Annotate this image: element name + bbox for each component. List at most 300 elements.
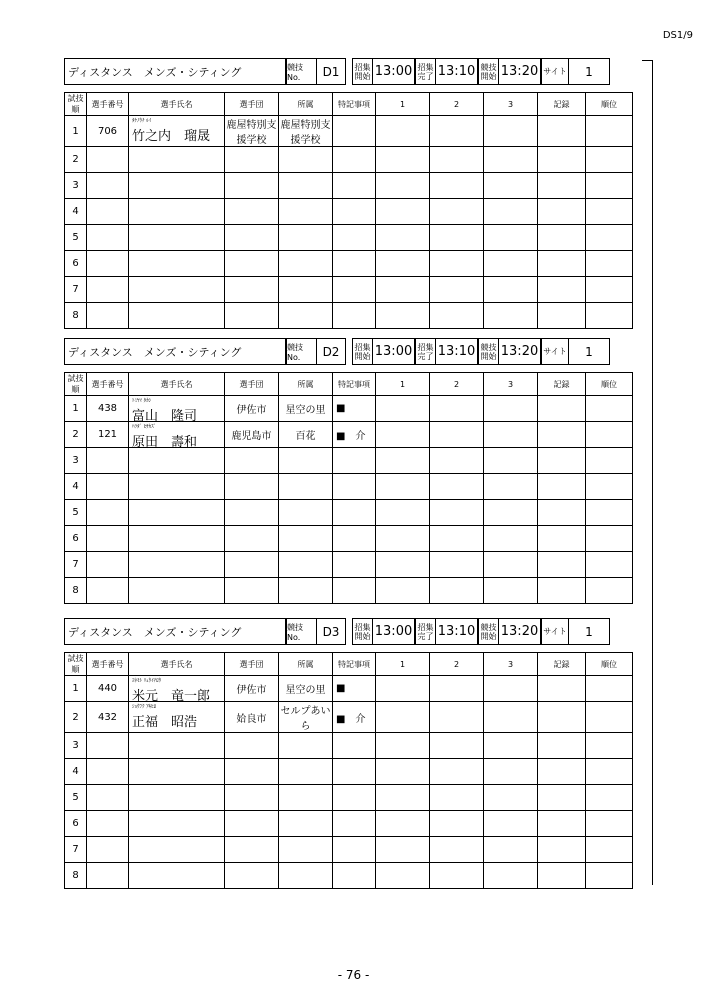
record-cell (538, 552, 586, 578)
attempt-2-cell (430, 173, 484, 199)
rank-cell (586, 811, 633, 837)
name-cell (129, 474, 225, 500)
order-cell: 2 (65, 147, 87, 173)
team-cell (225, 552, 279, 578)
team-cell (225, 147, 279, 173)
table-row (65, 251, 633, 277)
call-end-time: 13:10 (435, 618, 478, 645)
record-cell (538, 785, 586, 811)
notes-cell (333, 552, 376, 578)
affiliation-cell (279, 837, 333, 863)
notes-cell (333, 199, 376, 225)
affiliation-cell (279, 147, 333, 173)
order-cell: 1 (65, 396, 87, 422)
order-cell: 6 (65, 526, 87, 552)
table-row (65, 225, 633, 251)
event-no: D3 (316, 618, 346, 645)
name-cell (129, 173, 225, 199)
attempt-2-cell (430, 552, 484, 578)
name-kana: ｼｮｳﾌｸ ｱｷﾋﾛ (132, 704, 157, 710)
affiliation-cell: 百花 (279, 422, 333, 448)
attempt-3-cell (484, 474, 538, 500)
column-header: 所属 (279, 373, 333, 396)
attempt-1-cell (376, 396, 430, 422)
attempt-2-cell (430, 500, 484, 526)
affiliation-cell (279, 225, 333, 251)
record-cell (538, 199, 586, 225)
event-start-label: 競技 開始 (478, 58, 498, 85)
attempt-2-cell (430, 199, 484, 225)
event-start-label: 競技 開始 (478, 338, 498, 365)
event-no-label: 競技No. (286, 58, 316, 85)
attempt-1-cell (376, 863, 430, 889)
attempt-1-cell (376, 474, 430, 500)
team-cell (225, 251, 279, 277)
attempt-2-cell (430, 578, 484, 604)
site-value: 1 (568, 618, 610, 645)
column-header: 2 (430, 93, 484, 116)
column-header: 3 (484, 93, 538, 116)
rank-cell (586, 303, 633, 329)
notes-cell (333, 474, 376, 500)
table-row (65, 199, 633, 225)
table-row (65, 173, 633, 199)
affiliation-cell: 星空の里 (279, 676, 333, 702)
name-cell (129, 147, 225, 173)
column-header: 特記事項 (333, 373, 376, 396)
attempt-3-cell (484, 448, 538, 474)
record-cell (538, 578, 586, 604)
team-cell (225, 578, 279, 604)
attempt-3-cell (484, 811, 538, 837)
record-cell (538, 837, 586, 863)
order-cell: 4 (65, 199, 87, 225)
order-cell: 3 (65, 173, 87, 199)
rank-cell (586, 702, 633, 733)
attempt-1-cell (376, 225, 430, 251)
column-header: 選手団 (225, 373, 279, 396)
name-kanji: 正福 昭浩 (132, 715, 198, 730)
rank-cell (586, 116, 633, 147)
attempt-3-cell (484, 147, 538, 173)
name-cell (129, 116, 225, 147)
event-header (64, 58, 632, 85)
rank-cell (586, 396, 633, 422)
column-header: 記録 (538, 373, 586, 396)
affiliation-cell (279, 578, 333, 604)
attempt-2-cell (430, 251, 484, 277)
order-cell: 7 (65, 277, 87, 303)
notes-cell (333, 863, 376, 889)
order-cell: 7 (65, 552, 87, 578)
call-end-label: 招集 完了 (415, 618, 435, 645)
name-kanji: 米元 竜一郎 (132, 689, 211, 704)
column-header: 2 (430, 653, 484, 676)
bib-cell (87, 199, 129, 225)
name-kanji: 原田 壽和 (132, 435, 198, 450)
name-kana: ﾀｹﾉｳﾁ ﾙｲ (132, 118, 152, 124)
order-cell: 8 (65, 578, 87, 604)
rank-cell (586, 676, 633, 702)
attempt-3-cell (484, 225, 538, 251)
name-cell (129, 199, 225, 225)
rank-cell (586, 251, 633, 277)
column-header: 2 (430, 373, 484, 396)
affiliation-cell (279, 199, 333, 225)
affiliation-cell (279, 863, 333, 889)
name-cell (129, 578, 225, 604)
affiliation-cell (279, 526, 333, 552)
column-header: 選手番号 (87, 653, 129, 676)
event-title: ディスタンス メンズ・シティング (64, 338, 286, 365)
bib-cell (87, 578, 129, 604)
column-header: 試技順 (65, 373, 87, 396)
column-header: 試技順 (65, 653, 87, 676)
name-kana: ﾊﾗﾀﾞ ﾋｻｶｽﾞ (132, 424, 157, 430)
column-header: 3 (484, 373, 538, 396)
event-no-label: 競技No. (286, 338, 316, 365)
attempt-1-cell (376, 251, 430, 277)
record-cell (538, 173, 586, 199)
table-row (65, 500, 633, 526)
entry-table (64, 652, 633, 889)
team-cell: 伊佐市 (225, 396, 279, 422)
name-kana: ﾖﾈﾓﾄ ﾘｭｳｲﾁﾛｳ (132, 678, 162, 684)
name-cell (129, 702, 225, 733)
team-cell (225, 173, 279, 199)
record-cell (538, 702, 586, 733)
column-header: 選手番号 (87, 93, 129, 116)
attempt-1-cell (376, 578, 430, 604)
attempt-3-cell (484, 759, 538, 785)
table-row (65, 733, 633, 759)
rank-cell (586, 500, 633, 526)
order-cell: 8 (65, 303, 87, 329)
notes-cell (333, 759, 376, 785)
order-cell: 1 (65, 676, 87, 702)
affiliation-cell (279, 448, 333, 474)
bib-cell (87, 251, 129, 277)
attempt-3-cell (484, 173, 538, 199)
notes-cell (333, 277, 376, 303)
rank-cell (586, 837, 633, 863)
bib-cell: 706 (87, 116, 129, 147)
call-start-time: 13:00 (372, 338, 415, 365)
affiliation-cell (279, 173, 333, 199)
table-row (65, 759, 633, 785)
team-cell: 伊佐市 (225, 676, 279, 702)
record-cell (538, 303, 586, 329)
table-row (65, 474, 633, 500)
bib-cell (87, 759, 129, 785)
record-cell (538, 811, 586, 837)
record-cell (538, 526, 586, 552)
table-row (65, 147, 633, 173)
affiliation-cell (279, 474, 333, 500)
call-start-label: 招集 開始 (352, 618, 372, 645)
record-cell (538, 474, 586, 500)
attempt-1-cell (376, 759, 430, 785)
notes-cell (333, 251, 376, 277)
attempt-3-cell (484, 303, 538, 329)
bib-cell (87, 526, 129, 552)
notes-cell (333, 578, 376, 604)
call-start-label: 招集 開始 (352, 338, 372, 365)
notes-cell (333, 303, 376, 329)
attempt-1-cell (376, 199, 430, 225)
event-start-time: 13:20 (498, 618, 541, 645)
column-header: 特記事項 (333, 93, 376, 116)
order-cell: 4 (65, 759, 87, 785)
name-cell (129, 863, 225, 889)
record-cell (538, 676, 586, 702)
team-cell (225, 448, 279, 474)
team-cell (225, 277, 279, 303)
rank-cell (586, 863, 633, 889)
notes-cell (333, 448, 376, 474)
table-row (65, 676, 633, 702)
attempt-3-cell (484, 578, 538, 604)
name-cell (129, 676, 225, 702)
attempt-2-cell (430, 676, 484, 702)
call-start-label: 招集 開始 (352, 58, 372, 85)
attempt-2-cell (430, 147, 484, 173)
attempt-1-cell (376, 500, 430, 526)
column-header: 選手団 (225, 653, 279, 676)
affiliation-cell (279, 251, 333, 277)
column-header: 順位 (586, 653, 633, 676)
team-cell (225, 785, 279, 811)
bib-cell (87, 552, 129, 578)
bib-cell (87, 303, 129, 329)
bib-cell (87, 500, 129, 526)
bib-cell (87, 863, 129, 889)
name-cell (129, 811, 225, 837)
attempt-1-cell (376, 303, 430, 329)
event-start-label: 競技 開始 (478, 618, 498, 645)
table-row (65, 422, 633, 448)
bib-cell (87, 785, 129, 811)
rank-cell (586, 448, 633, 474)
column-header: 3 (484, 653, 538, 676)
rank-cell (586, 759, 633, 785)
team-cell (225, 303, 279, 329)
order-cell: 7 (65, 837, 87, 863)
team-cell (225, 733, 279, 759)
attempt-2-cell (430, 116, 484, 147)
attempt-2-cell (430, 526, 484, 552)
affiliation-cell (279, 552, 333, 578)
attempt-3-cell (484, 500, 538, 526)
column-header: 1 (376, 653, 430, 676)
attempt-1-cell (376, 147, 430, 173)
record-cell (538, 225, 586, 251)
rank-cell (586, 173, 633, 199)
event-header (64, 618, 632, 645)
entry-table (64, 92, 633, 329)
event-no: D2 (316, 338, 346, 365)
column-header: 所属 (279, 93, 333, 116)
column-header: 1 (376, 373, 430, 396)
record-cell (538, 251, 586, 277)
order-cell: 5 (65, 785, 87, 811)
right-bracket (642, 60, 653, 885)
order-cell: 6 (65, 251, 87, 277)
bib-cell (87, 474, 129, 500)
notes-cell (333, 785, 376, 811)
table-row (65, 811, 633, 837)
event-section (64, 338, 632, 604)
table-row (65, 526, 633, 552)
attempt-1-cell (376, 422, 430, 448)
rank-cell (586, 474, 633, 500)
record-cell (538, 116, 586, 147)
bib-cell: 440 (87, 676, 129, 702)
bib-cell (87, 733, 129, 759)
attempt-3-cell (484, 526, 538, 552)
record-cell (538, 396, 586, 422)
call-end-time: 13:10 (435, 58, 478, 85)
order-cell: 8 (65, 863, 87, 889)
attempt-2-cell (430, 303, 484, 329)
affiliation-cell (279, 733, 333, 759)
attempt-3-cell (484, 676, 538, 702)
attempt-1-cell (376, 448, 430, 474)
bib-cell (87, 147, 129, 173)
site-label: サイト (541, 58, 568, 85)
bib-cell: 432 (87, 702, 129, 733)
notes-cell: ■ 介 (333, 702, 376, 733)
attempt-3-cell (484, 116, 538, 147)
attempt-1-cell (376, 811, 430, 837)
rank-cell (586, 422, 633, 448)
attempt-1-cell (376, 676, 430, 702)
attempt-1-cell (376, 785, 430, 811)
event-no: D1 (316, 58, 346, 85)
attempt-2-cell (430, 863, 484, 889)
name-kanji: 竹之内 瑠晟 (132, 129, 211, 144)
call-start-time: 13:00 (372, 58, 415, 85)
column-header: 選手氏名 (129, 93, 225, 116)
notes-cell (333, 526, 376, 552)
name-cell (129, 225, 225, 251)
event-start-time: 13:20 (498, 58, 541, 85)
attempt-1-cell (376, 173, 430, 199)
attempt-3-cell (484, 552, 538, 578)
bib-cell (87, 448, 129, 474)
attempt-2-cell (430, 702, 484, 733)
notes-cell (333, 733, 376, 759)
call-end-label: 招集 完了 (415, 338, 435, 365)
attempt-1-cell (376, 702, 430, 733)
name-kana: ﾄﾐﾔﾏ ﾀｶｼ (132, 398, 152, 404)
table-row (65, 396, 633, 422)
column-header: 試技順 (65, 93, 87, 116)
name-cell (129, 448, 225, 474)
column-header: 順位 (586, 93, 633, 116)
rank-cell (586, 147, 633, 173)
event-title: ディスタンス メンズ・シティング (64, 618, 286, 645)
record-cell (538, 759, 586, 785)
order-cell: 2 (65, 422, 87, 448)
attempt-1-cell (376, 526, 430, 552)
table-header-row (65, 93, 633, 116)
column-header: 1 (376, 93, 430, 116)
notes-cell (333, 173, 376, 199)
record-cell (538, 277, 586, 303)
event-section (64, 618, 632, 889)
attempt-3-cell (484, 837, 538, 863)
attempt-2-cell (430, 448, 484, 474)
team-cell (225, 225, 279, 251)
column-header: 順位 (586, 373, 633, 396)
site-label: サイト (541, 618, 568, 645)
team-cell (225, 474, 279, 500)
record-cell (538, 733, 586, 759)
name-cell (129, 552, 225, 578)
notes-cell (333, 147, 376, 173)
table-row (65, 578, 633, 604)
notes-cell: ■ (333, 676, 376, 702)
column-header: 特記事項 (333, 653, 376, 676)
bib-cell (87, 837, 129, 863)
name-cell (129, 303, 225, 329)
order-cell: 4 (65, 474, 87, 500)
table-row (65, 837, 633, 863)
team-cell: 姶良市 (225, 702, 279, 733)
record-cell (538, 422, 586, 448)
event-no-label: 競技No. (286, 618, 316, 645)
attempt-1-cell (376, 552, 430, 578)
page-number: - 76 - (337, 968, 370, 982)
rank-cell (586, 199, 633, 225)
order-cell: 1 (65, 116, 87, 147)
attempt-3-cell (484, 863, 538, 889)
notes-cell (333, 837, 376, 863)
team-cell: 鹿屋特別支援学校 (225, 116, 279, 147)
notes-cell: ■ 介 (333, 422, 376, 448)
column-header: 所属 (279, 653, 333, 676)
table-row (65, 863, 633, 889)
attempt-1-cell (376, 733, 430, 759)
record-cell (538, 147, 586, 173)
affiliation-cell (279, 277, 333, 303)
site-label: サイト (541, 338, 568, 365)
column-header: 選手番号 (87, 373, 129, 396)
bib-cell (87, 173, 129, 199)
attempt-2-cell (430, 785, 484, 811)
team-cell (225, 759, 279, 785)
order-cell: 2 (65, 702, 87, 733)
page-id: DS1/9 (662, 30, 693, 41)
record-cell (538, 448, 586, 474)
attempt-1-cell (376, 837, 430, 863)
table-header-row (65, 653, 633, 676)
column-header: 記録 (538, 653, 586, 676)
rank-cell (586, 526, 633, 552)
attempt-3-cell (484, 277, 538, 303)
attempt-2-cell (430, 837, 484, 863)
order-cell: 5 (65, 500, 87, 526)
attempt-3-cell (484, 422, 538, 448)
name-kanji: 富山 隆司 (132, 409, 198, 424)
column-header: 選手団 (225, 93, 279, 116)
notes-cell (333, 811, 376, 837)
team-cell (225, 199, 279, 225)
affiliation-cell: 鹿屋特別支援学校 (279, 116, 333, 147)
table-row (65, 785, 633, 811)
table-row (65, 116, 633, 147)
